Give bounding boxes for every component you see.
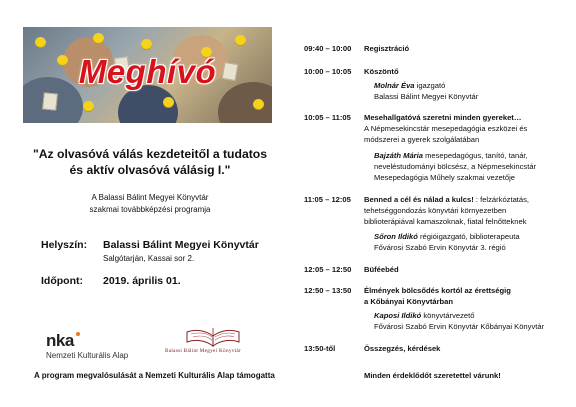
speaker-name: Kaposi Ildikó (374, 311, 422, 320)
smiley-icon (141, 39, 152, 50)
schedule-desc: tehetséggondozás könyvtári környezetben (364, 206, 507, 215)
event-title-line1: "Az olvasóvá válás kezdeteitől a tudatos (32, 147, 268, 161)
schedule-time: 09:40 – 10:00 (304, 44, 352, 53)
schedule-title: Összegzés, kérdések (364, 344, 441, 353)
speaker-role: igazgató (414, 81, 446, 90)
schedule-title: Büféebéd (364, 265, 399, 274)
schedule-title: Köszöntő (364, 67, 399, 76)
smiley-icon (83, 101, 94, 112)
speaker-role: régióigazgató, biblioterapeuta (417, 232, 520, 241)
schedule-desc: : felzárkóztatás, (473, 195, 530, 204)
nka-dot-icon (76, 332, 80, 336)
schedule-title: Mesehallgatóvá szeretni minden gyereket… (364, 113, 522, 122)
speaker-org: Fővárosi Szabó Ervin Könyvtár 3. régió (374, 243, 506, 252)
speaker-name: Molnár Éva (374, 81, 415, 90)
smiley-icon (235, 35, 246, 46)
smiley-icon (35, 37, 46, 48)
schedule-title: Élmények bölcsődés kortól az érettségig (364, 286, 511, 295)
speaker-role-cont: neveléstudományi bölcsész, a Népmesekincstár (374, 162, 537, 171)
schedule-time: 10:00 – 10:05 (304, 67, 352, 76)
support-note: A program megvalósulását a Nemzeti Kulturális Alap támogatta (34, 371, 275, 380)
location-label: Helyszín: (41, 239, 88, 251)
smiley-icon (163, 97, 174, 108)
speaker-role-cont: Mesepedagógia Műhely szakmai vezetője (374, 173, 515, 182)
event-title-line2: és aktív olvasóvá válásig I." (69, 163, 231, 177)
speaker-role: könyvtárvezető (421, 311, 475, 320)
welcome-note: Minden érdeklődőt szeretettel várunk! (364, 371, 501, 380)
date-value: 2019. április 01. (103, 275, 181, 287)
speaker-org: Fővárosi Szabó Ervin Könyvtár Kőbányai Könyvtár (374, 322, 545, 331)
schedule-person-line (374, 81, 445, 92)
schedule-time: 11:05 – 12:05 (304, 195, 351, 204)
schedule-item-registration (304, 44, 351, 55)
schedule-title-line (364, 195, 529, 206)
schedule-person-line (374, 151, 528, 162)
event-title (25, 146, 275, 178)
schedule-person-line (374, 232, 520, 243)
schedule-time: 13:50-től (304, 344, 336, 353)
organizer-block (25, 192, 275, 216)
smiley-icon (253, 99, 264, 110)
schedule-title: Regisztráció (364, 44, 410, 53)
location-address: Salgótarján, Kassai sor 2. (103, 254, 195, 263)
banner-image (23, 27, 272, 123)
schedule-person-line (374, 311, 474, 322)
schedule-title-cont: a Kőbányai Könyvtárban (364, 297, 454, 306)
book-icon (42, 92, 58, 110)
speaker-role: mesepedagógus, tanító, tanár, (422, 151, 528, 160)
date-label: Időpont: (41, 275, 83, 287)
speaker-name: Bajzáth Mária (374, 151, 423, 160)
schedule-title: Benned a cél és nálad a kulcs! (364, 195, 474, 204)
schedule-desc: módszerei a gyerek szolgálatában (364, 135, 480, 144)
nka-logo (46, 331, 136, 361)
program-name: szakmai továbbképzési programja (89, 205, 211, 214)
nka-mark: nka (46, 331, 74, 350)
nka-name: Nemzeti Kulturális Alap (46, 351, 129, 360)
speaker-org: Balassi Bálint Megyei Könyvtár (374, 92, 479, 101)
schedule-time: 10:05 – 11:05 (304, 113, 351, 122)
speaker-name: Sőron Ildikó (374, 232, 418, 241)
open-book-icon (185, 326, 241, 348)
location-value: Balassi Bálint Megyei Könyvtár (103, 239, 259, 251)
schedule-desc: A Népmesekincstár mesepedagógia eszközei és (364, 124, 528, 133)
library-name: Balassi Bálint Megyei Könyvtár (165, 348, 241, 354)
library-logo (165, 326, 265, 360)
smiley-icon (93, 33, 104, 44)
organizer-name: A Balassi Bálint Megyei Könyvtár (91, 193, 209, 202)
banner-title: Meghívó (78, 53, 217, 90)
schedule-desc: biblioterápiával kamaszoknak, fiatal felnőtteknek (364, 217, 527, 226)
schedule-time: 12:50 – 13:50 (304, 286, 352, 295)
schedule-time: 12:05 – 12:50 (304, 265, 352, 274)
